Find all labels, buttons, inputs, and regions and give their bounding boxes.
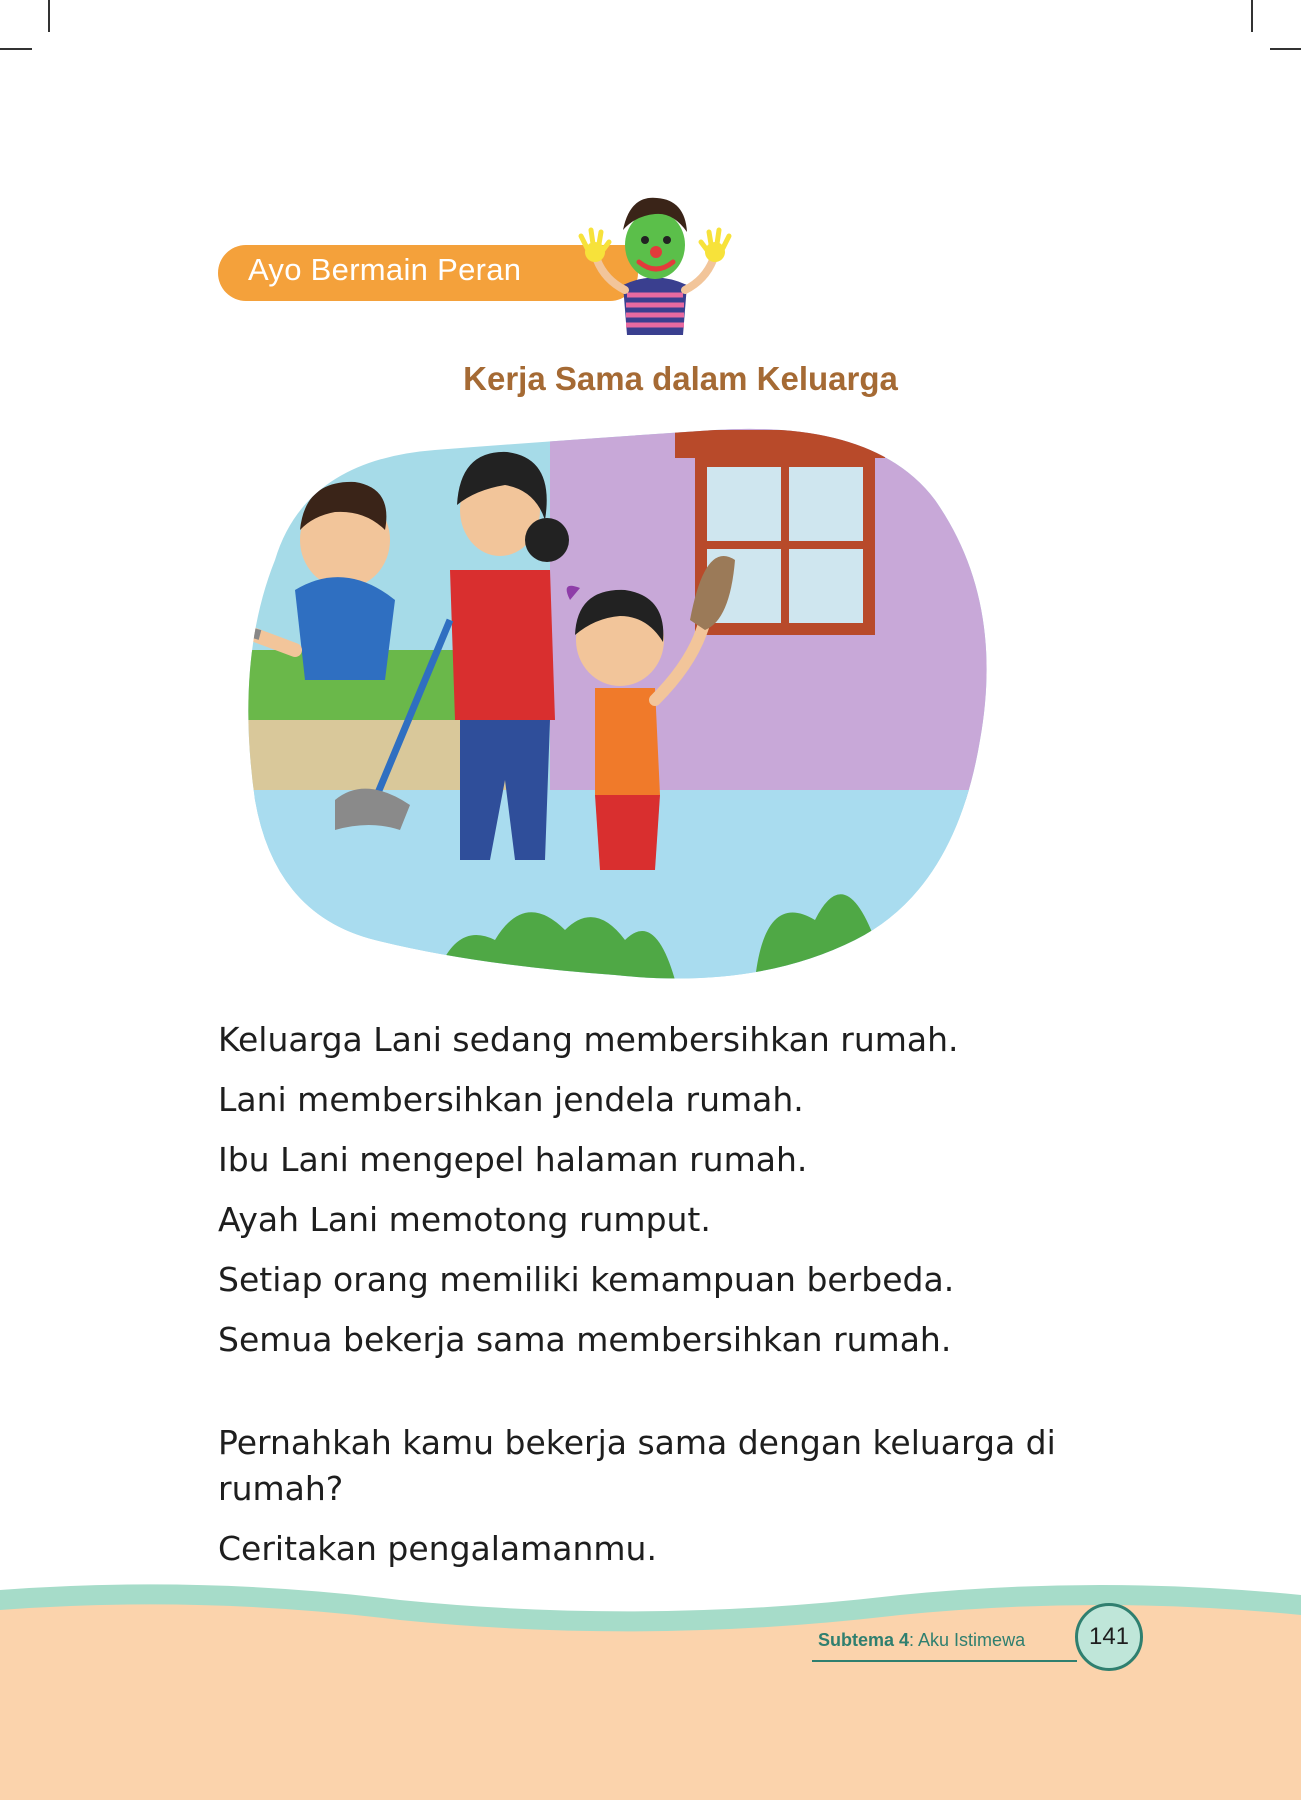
section-banner-label: Ayo Bermain Peran	[248, 252, 522, 287]
footer-subtheme	[818, 1630, 1025, 1651]
crop-mark	[48, 0, 50, 32]
crop-mark	[0, 48, 32, 50]
footer-subtheme-number: Subtema 4	[818, 1630, 910, 1650]
page-number: 141	[1075, 1603, 1143, 1671]
story-line: Lani membersihkan jendela rumah.	[218, 1080, 804, 1119]
question-prompt: Ceritakan pengalamanmu.	[218, 1529, 657, 1568]
story-line: Ayah Lani memotong rumput.	[218, 1200, 711, 1239]
discussion-question	[218, 1420, 1118, 1572]
footer-divider	[812, 1660, 1077, 1662]
story-line: Ibu Lani mengepel halaman rumah.	[218, 1140, 808, 1179]
question-text: Pernahkah kamu bekerja sama dengan keluarga di rumah?	[218, 1423, 1056, 1508]
story-text	[218, 1010, 1118, 1370]
story-line: Setiap orang memiliki kemampuan berbeda.	[218, 1260, 955, 1299]
page-title: Kerja Sama dalam Keluarga	[463, 360, 898, 397]
story-line: Keluarga Lani sedang membersihkan rumah.	[218, 1020, 959, 1059]
family-cleaning-illustration	[235, 420, 995, 980]
footer-subtheme-title: : Aku Istimewa	[909, 1630, 1026, 1650]
clown-boy-icon	[575, 190, 735, 335]
story-line: Semua bekerja sama membersihkan rumah.	[218, 1320, 952, 1359]
crop-mark	[1251, 0, 1253, 32]
crop-mark	[1270, 48, 1301, 50]
